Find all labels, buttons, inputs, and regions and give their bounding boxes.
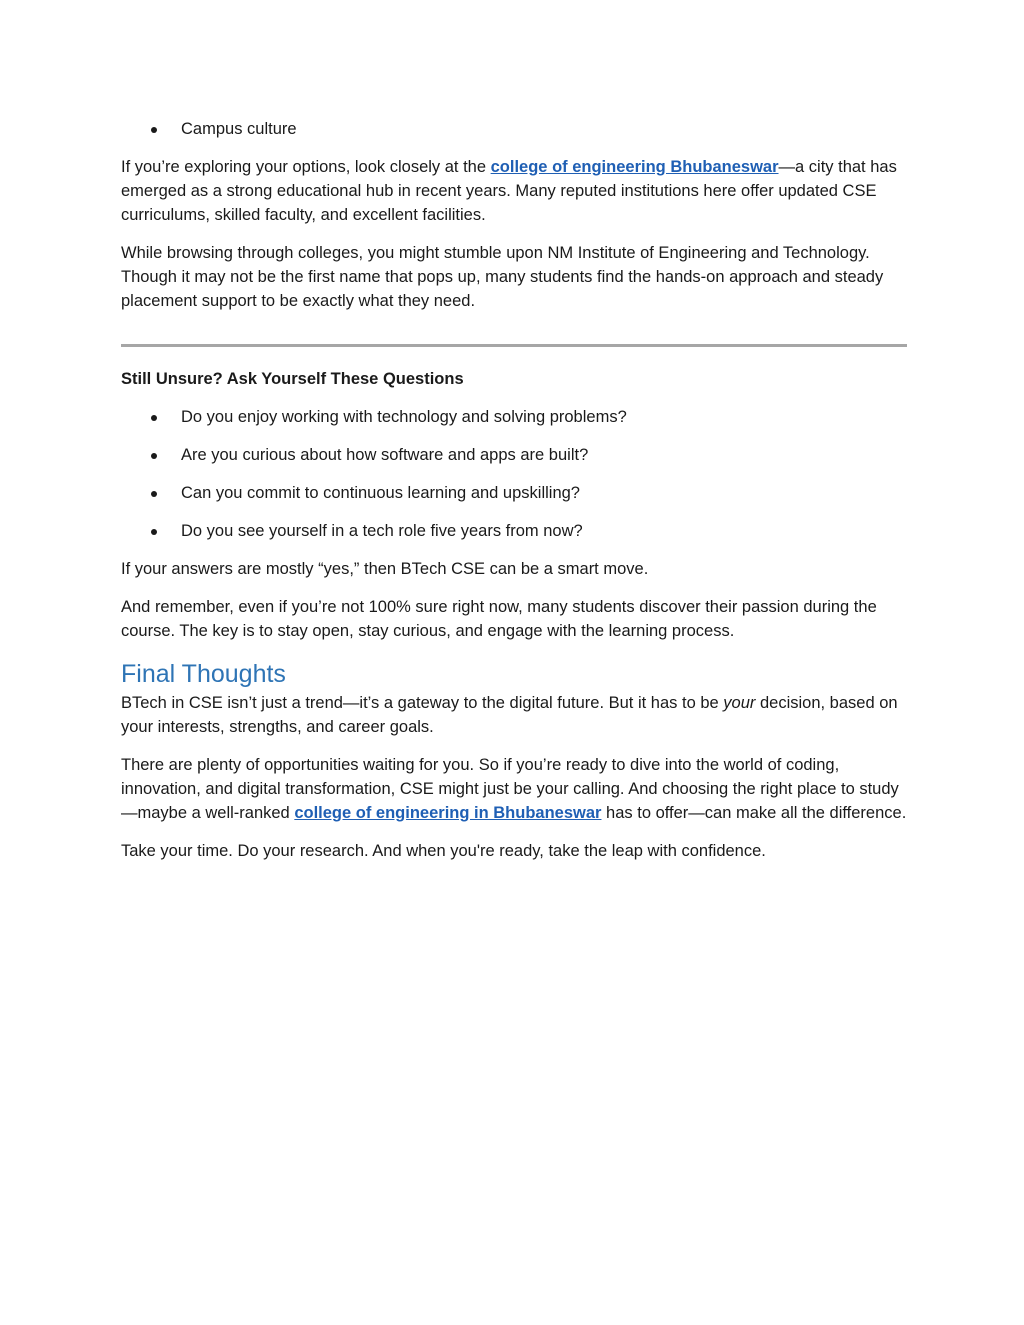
paragraph-answers: If your answers are mostly “yes,” then BTech CSE can be a smart move.: [121, 560, 649, 578]
final-thoughts-heading: Final Thoughts: [121, 660, 286, 688]
list-item: Do you enjoy working with technology and solving problems?: [121, 405, 907, 429]
paragraph-opportunities: There are plenty of opportunities waiting for you. So if you’re ready to dive into the world of coding, innovation, and digital transformation, CSE might just be your calling. And choosing the right place to study—maybe a well-ranked college of engineering in Bhubaneswar has to offer—can make all the difference.: [121, 756, 907, 822]
paragraph-trend: BTech in CSE isn’t just a trend—it’s a gateway to the digital future. But it has to be your decision, based on your interests, strengths, and career goals.: [121, 694, 898, 736]
bullet-icon: [151, 415, 157, 421]
section-subheading: Still Unsure? Ask Yourself These Questions: [121, 370, 464, 388]
document-body: [121, 117, 907, 863]
college-link-2[interactable]: college of engineering in Bhubaneswar: [294, 804, 602, 822]
bullet-icon: [151, 529, 157, 535]
college-link-1[interactable]: college of engineering Bhubaneswar: [490, 158, 779, 176]
bullet-icon: [151, 453, 157, 459]
list-item: Campus culture: [121, 117, 907, 141]
bullet-icon: [151, 491, 157, 497]
paragraph-closing: Take your time. Do your research. And when you're ready, take the leap with confidence.: [121, 842, 766, 860]
list-item: Do you see yourself in a tech role five years from now?: [121, 519, 907, 543]
bullet-icon: [151, 127, 157, 133]
paragraph-remember: And remember, even if you’re not 100% sure right now, many students discover their passion during the course. The key is to stay open, stay curious, and engage with the learning process.: [121, 598, 877, 640]
horizontal-divider: [121, 344, 907, 347]
paragraph-browsing: While browsing through colleges, you might stumble upon NM Institute of Engineering and Technology. Though it may not be the first name that pops up, many students find the hands-on approach and steady placement support to be exactly what they need.: [121, 244, 884, 310]
bullet-list-top: [121, 117, 907, 141]
questions-list: [121, 405, 907, 543]
list-item: Are you curious about how software and apps are built?: [121, 443, 907, 467]
list-item: Can you commit to continuous learning and upskilling?: [121, 481, 907, 505]
paragraph-explore: If you’re exploring your options, look closely at the college of engineering Bhubaneswar—a city that has emerged as a strong educational hub in recent years. Many reputed institutions here offer updated CSE curriculums, skilled faculty, and excellent facilities.: [121, 158, 897, 224]
